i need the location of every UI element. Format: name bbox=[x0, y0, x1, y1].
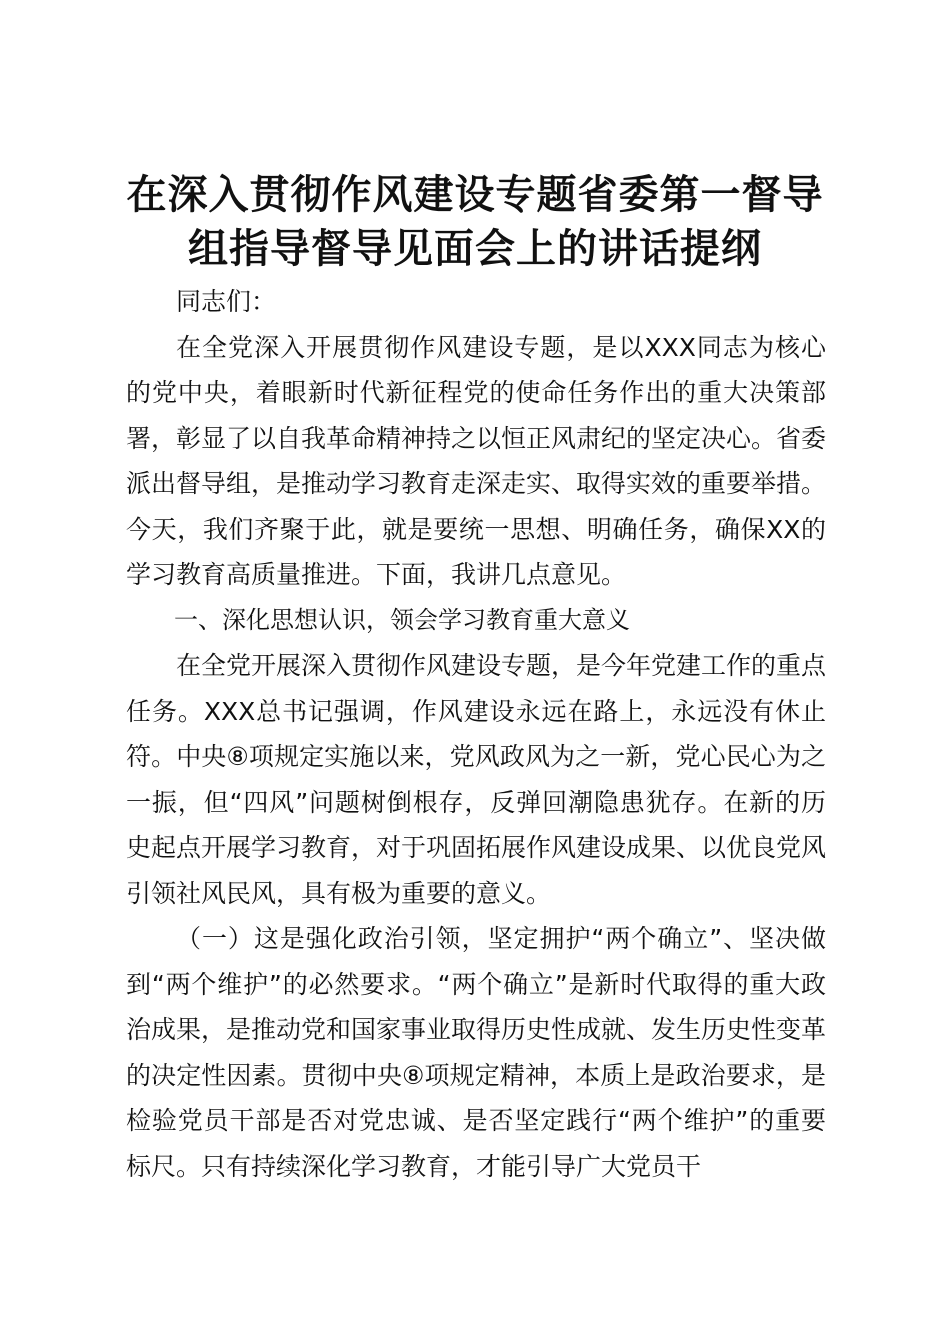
section-heading-1: 一、深化思想认识，领会学习教育重大意义 bbox=[174, 605, 630, 634]
intro-paragraph: 在全党深入开展贯彻作风建设专题，是以XXX同志为核心的党中央，着眼新时代新征程党的使命任务作出的重大决策部署，彰显了以自我革命精神持之以恒正风肃纪的坚定决心。省委派出督导组，是推动学习教育走深走实、取得实效的重要举措。今天，我们齐聚于此，就是要统一思想、明确任务，确保XX的学习教育高质量推进。下面，我讲几点意见。 bbox=[126, 332, 827, 589]
salutation: 同志们： bbox=[176, 287, 277, 316]
document-title: 在深入贯彻作风建设专题省委第一督导组指导督导见面会上的讲话提纲 bbox=[126, 172, 824, 272]
section-1-paragraph: 在全党开展深入贯彻作风建设专题，是今年党建工作的重点任务。XXX总书记强调，作风建设永远在路上，永远没有休止符。中央⑧项规定实施以来，党风政风为之一新，党心民心为之一振，但“四风”问题树倒根存，反弹回潮隐患犹存。在新的历史起点开展学习教育，对于巩固拓展作风建设成果、以优良党风引领社风民风，具有极为重要的意义。 bbox=[126, 651, 827, 908]
subsection-1-paragraph: （一）这是强化政治引领，坚定拥护“两个确立”、坚决做到“两个维护”的必然要求。“两个确立”是新时代取得的重大政治成果，是推动党和国家事业取得历史性成就、发生历史性变革的决定性因素。贯彻中央⑧项规定精神，本质上是政治要求，是检验党员干部是否对党忠诚、是否坚定践行“两个维护”的重要标尺。只有持续深化学习教育，才能引导广大党员干 bbox=[126, 924, 827, 1181]
document-body bbox=[126, 279, 826, 1189]
